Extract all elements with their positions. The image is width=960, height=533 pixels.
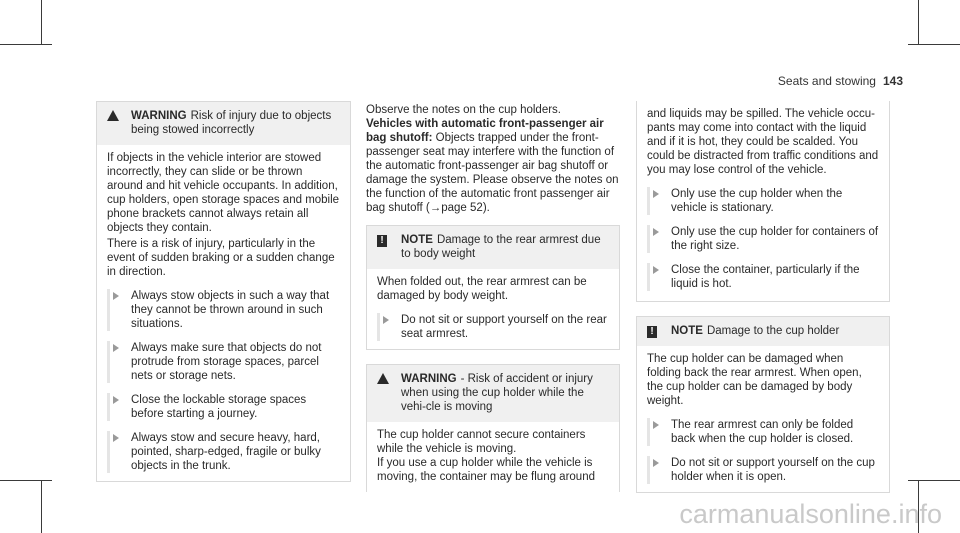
crop-mark bbox=[0, 480, 52, 481]
instruction-list bbox=[647, 187, 879, 291]
warning-paragraph: If you use a cup holder while the vehicle is moving, the container may be flung around bbox=[377, 457, 595, 483]
watermark: carmanualsonline.info bbox=[679, 499, 942, 529]
arrow-right-icon bbox=[653, 421, 659, 429]
arrow-right-icon bbox=[113, 344, 119, 352]
warning-box-stowing bbox=[96, 101, 351, 482]
arrow-right-icon bbox=[113, 396, 119, 404]
note-box-armrest bbox=[366, 225, 620, 350]
note-box-cup-holder bbox=[636, 316, 890, 493]
warning-triangle-icon bbox=[377, 372, 401, 414]
list-item: Close the lockable storage spaces before starting a journey. bbox=[107, 393, 340, 421]
crop-mark bbox=[908, 44, 960, 45]
note-header bbox=[367, 226, 619, 269]
note-title: NOTE bbox=[671, 325, 703, 337]
arrow-right-icon bbox=[113, 434, 119, 442]
warning-body bbox=[367, 422, 619, 492]
warning-header bbox=[97, 102, 350, 145]
arrow-right-icon bbox=[653, 190, 659, 198]
bold-lead: Vehicles with automatic front-passenger air bag shutoff: bbox=[366, 118, 604, 144]
warning-paragraph: If objects in the vehicle interior are stowed incorrectly, they can slide or be thrown around and hit vehicle occupants. In addition, cup holders, open storage spaces and mobile phone brackets cannot always retain all objects they contain. bbox=[107, 152, 340, 234]
instruction-list bbox=[107, 289, 340, 473]
list-item: Do not sit or support yourself on the cup holder when it is open. bbox=[647, 456, 879, 484]
warning-title: WARNING bbox=[131, 110, 187, 122]
ref-arrow-icon: → bbox=[429, 202, 442, 214]
arrow-right-icon bbox=[653, 459, 659, 467]
warning-paragraph: The cup holder cannot secure containers while the vehicle is moving. bbox=[377, 429, 586, 455]
exclamation-icon: ! bbox=[647, 324, 671, 338]
list-item: Always stow objects in such a way that they cannot be thrown around in such situations. bbox=[107, 289, 340, 331]
warning-paragraph: and liquids may be spilled. The vehicle occu-pants may come into contact with the liquid and if it is hot, they could be scalded. You could be distracted from traffic conditions and you may lose control of the vehicle. bbox=[647, 108, 879, 176]
right-column bbox=[636, 101, 890, 493]
crop-mark bbox=[908, 480, 960, 481]
list-item: Always stow and secure heavy, hard, pointed, sharp-edged, fragile or bulky objects in the trunk. bbox=[107, 431, 340, 473]
list-item: The rear armrest can only be folded back when the cup holder is closed. bbox=[647, 418, 879, 446]
note-paragraph: The cup holder can be damaged when folding back the rear armrest. When open, the cup holder can be damaged by body weight. bbox=[647, 353, 862, 407]
warning-heading: Risk of injury due to objects being stowed incorrectly bbox=[131, 110, 332, 136]
section-title: Seats and stowing bbox=[777, 74, 876, 88]
list-item: Only use the cup holder for containers of the right size. bbox=[647, 225, 879, 253]
page-number: 143 bbox=[882, 74, 903, 88]
list-item: Always make sure that objects do not protrude from storage spaces, parcel nets or storage nets. bbox=[107, 341, 340, 383]
note-paragraph: When folded out, the rear armrest can be damaged by body weight. bbox=[377, 276, 587, 302]
warning-heading: - Risk of accident or injury when using the cup holder while the vehi-cle is moving bbox=[401, 373, 593, 413]
note-header bbox=[637, 317, 889, 346]
crop-mark bbox=[918, 0, 919, 45]
warning-body bbox=[97, 145, 350, 481]
warning-header bbox=[367, 365, 619, 422]
arrow-right-icon bbox=[383, 316, 389, 324]
arrow-right-icon bbox=[653, 228, 659, 236]
arrow-right-icon bbox=[113, 292, 119, 300]
arrow-right-icon bbox=[653, 266, 659, 274]
crop-mark bbox=[41, 480, 42, 533]
page-header bbox=[778, 74, 903, 88]
warning-continued bbox=[636, 101, 890, 302]
crop-mark bbox=[41, 0, 42, 45]
instruction-list bbox=[377, 313, 609, 341]
warning-title: WARNING bbox=[401, 373, 457, 385]
note-body bbox=[367, 269, 619, 349]
note-title: NOTE bbox=[401, 234, 433, 246]
note-heading: Damage to the cup holder bbox=[706, 325, 840, 337]
note-body bbox=[637, 346, 889, 492]
warning-paragraph: There is a risk of injury, particularly in the event of sudden braking or a sudden change in direction. bbox=[107, 238, 335, 278]
airbag-paragraph: Vehicles with automatic front-passenger air bag shutoff: Objects trapped under the front-passenger seat may interfere with the function of the automatic front-passenger air bag shutoff or damage the system. Please observe the notes on the function of the automatic front passenger air bag shutoff (→page 52). bbox=[366, 118, 619, 214]
exclamation-icon: ! bbox=[377, 233, 401, 261]
intro-text: Observe the notes on the cup holders. bbox=[366, 104, 561, 116]
page-reference-link[interactable]: page 52 bbox=[441, 202, 483, 214]
warning-triangle-icon bbox=[107, 109, 131, 137]
crop-mark bbox=[0, 44, 52, 45]
list-item: Do not sit or support yourself on the rear seat armrest. bbox=[377, 313, 609, 341]
note-heading: Damage to the rear armrest due to body weight bbox=[401, 234, 601, 260]
list-item: Close the container, particularly if the liquid is hot. bbox=[647, 263, 879, 291]
list-item: Only use the cup holder when the vehicle is stationary. bbox=[647, 187, 879, 215]
middle-column bbox=[366, 103, 620, 492]
instruction-list bbox=[647, 418, 879, 484]
warning-box-cup-holder bbox=[366, 364, 620, 492]
